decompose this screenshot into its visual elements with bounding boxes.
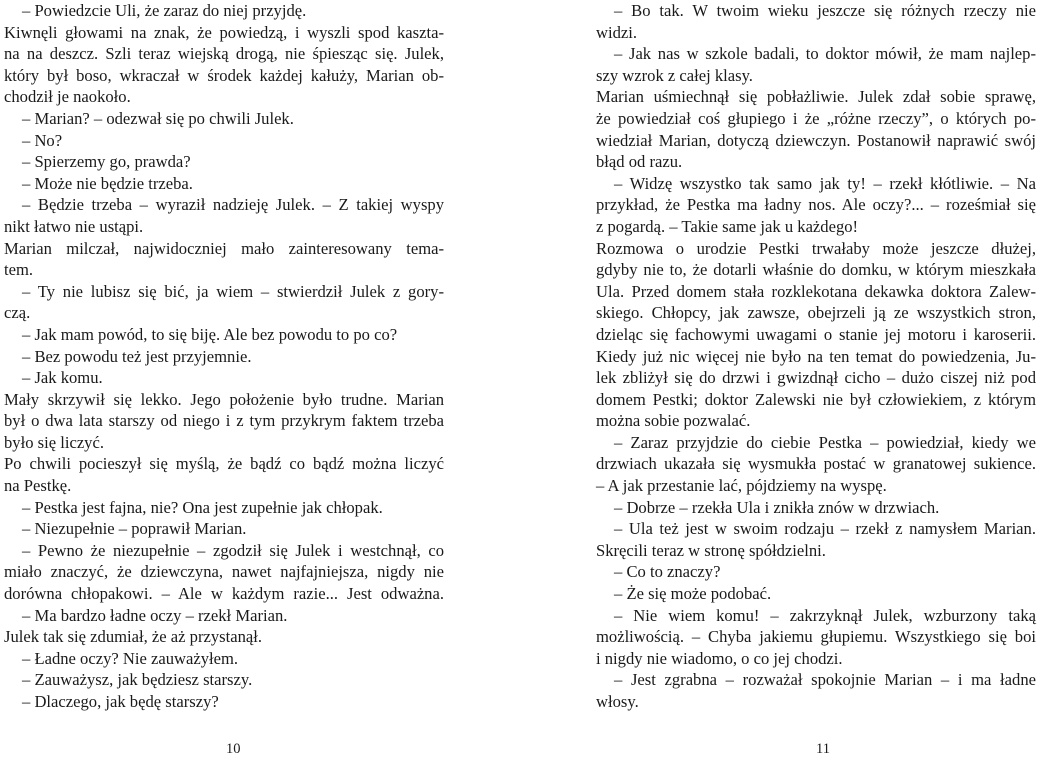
text-line: – Będzie trzeba – wyraził nadzieję Julek. – Z takiej wyspy	[22, 195, 444, 215]
text-line: chodził je naokoło.	[4, 87, 131, 107]
text-line: – No?	[22, 130, 63, 150]
text-line: Marian uśmiechnął się pobłażliwie. Julek zdał sobie sprawę,	[596, 87, 1036, 107]
text-line: było się liczyć.	[4, 432, 104, 452]
text-line: – Nie wiem komu! – zakrzyknął Julek, wzburzony taką	[614, 605, 1036, 625]
text-line: dzieląc się fachowymi uwagami o stanie jej motoru i karoserii.	[596, 324, 1036, 344]
page-number-left: 10	[226, 741, 241, 757]
text-line: Mały skrzywił się lekko. Jego położenie było trudne. Marian	[4, 389, 444, 409]
text-line: – Ładne oczy? Nie zauważyłem.	[22, 648, 239, 668]
text-line: – Co to znaczy?	[614, 562, 721, 582]
text-line: – Bez powodu też jest przyjemnie.	[22, 346, 252, 366]
text-line: – Ty nie lubisz się bić, ja wiem – stwierdził Julek z gory-	[22, 281, 444, 301]
text-line: – Jak mam powód, to się biję. Ale bez powodu to po co?	[22, 324, 398, 344]
text-line: – Marian? – odezwał się po chwili Julek.	[22, 108, 294, 128]
text-line: i nigdy nie wiadomo, o co jej chodzi.	[596, 648, 843, 668]
text-line: – Ula też jest w swoim rodzaju – rzekł z namysłem Marian.	[614, 519, 1036, 539]
text-line: gdyby nie to, że dotarli właśnie do domku, w którym mieszkała	[596, 260, 1036, 280]
text-line: – Dlaczego, jak będę starszy?	[22, 692, 219, 711]
text-line: Skręcili teraz w stronę spółdzielni.	[596, 540, 826, 560]
text-line: miało znaczyć, że dziewczyna, nawet najfajniejsza, nigdy nie	[4, 562, 444, 582]
text-line: można sobie pozwalać.	[596, 411, 751, 431]
text-line: widzi.	[596, 22, 638, 42]
text-line: możliwością. – Chyba jakiemu głupiemu. Wszystkiego się boi	[596, 627, 1036, 647]
right-page	[596, 0, 1036, 760]
text-line: wiedział Marian, dotyczą dziewczyn. Postanowił naprawić swój	[596, 130, 1036, 150]
text-line: – Spierzemy go, prawda?	[22, 152, 191, 172]
page-number-right: 11	[816, 741, 830, 757]
text-line: Ula. Przed domem stała rozklekotana dekawka doktora Zalew-	[596, 281, 1036, 301]
text-line: – Jak nas w szkole badali, to doktor mówił, że mam najlep-	[614, 44, 1036, 64]
text-line: – A jak przestanie lać, pójdziemy na wyspę.	[596, 476, 887, 496]
text-line: – Ma bardzo ładne oczy – rzekł Marian.	[22, 605, 288, 625]
text-line: przykład, że Pestka ma ładny nos. Ale oczy?... – roześmiał się	[596, 195, 1036, 215]
text-line: lek zbliżył się do drzwi i gwizdnął cicho – dużo ciszej niż pod	[596, 368, 1036, 388]
text-line: który był boso, wkraczał w środek każdej kałuży, Marian ob-	[4, 65, 444, 85]
text-line: szy wzrok z całej klasy.	[596, 65, 753, 85]
text-line: był o dwa lata starszy od niego i z tym przykrym faktem trzeba	[4, 411, 444, 431]
text-line: – Może nie będzie trzeba.	[22, 173, 193, 193]
text-line: – Jest zgrabna – rozważał spokojnie Marian – i ma ładne	[614, 670, 1036, 690]
text-line: – Pestka jest fajna, nie? Ona jest zupełnie jak chłopak.	[22, 497, 383, 517]
text-line: nikt łatwo nie ustąpi.	[4, 216, 144, 236]
text-line: włosy.	[596, 692, 639, 711]
right-page-text	[596, 0, 1036, 713]
text-line: – Że się może podobać.	[614, 584, 772, 604]
text-line: Po chwili pocieszył się myślą, że bądź co bądź można liczyć	[4, 454, 444, 474]
text-line: tem.	[4, 260, 34, 280]
text-line: – Bo tak. W twoim wieku jeszcze się różnych rzeczy nie	[614, 1, 1036, 20]
left-page	[4, 0, 444, 760]
text-line: błąd od razu.	[596, 152, 683, 172]
text-line: Julek tak się zdumiał, że aż przystanął.	[4, 627, 263, 647]
text-line: – Zauważysz, jak będziesz starszy.	[22, 670, 253, 690]
text-line: dorówna chłopakowi. – Ale w każdym razie... Jest odważna.	[4, 584, 444, 604]
left-page-text	[4, 0, 444, 713]
text-line: – Powiedzcie Uli, że zaraz do niej przyjdę.	[22, 1, 307, 20]
text-line: Marian milczał, najwidoczniej mało zainteresowany tema-	[4, 238, 444, 258]
text-line: – Pewno że niezupełnie – zgodził się Julek i westchnął, co	[22, 540, 444, 560]
text-line: drzwiach ukazała się wysmukła postać w granatowej sukience.	[596, 454, 1036, 474]
text-line: Kiedy już nic więcej nie było na ten temat do powiedzenia, Ju-	[596, 346, 1036, 366]
text-line: – Dobrze – rzekła Ula i znikła znów w drzwiach.	[614, 497, 940, 517]
text-line: – Widzę wszystko tak samo jak ty! – rzekł kłótliwie. – Na	[614, 173, 1036, 193]
text-line: że powiedział coś głupiego i że „różne rzeczy”, o których po-	[596, 108, 1036, 128]
text-line: – Niezupełnie – poprawił Marian.	[22, 519, 247, 539]
text-line: z pogardą. – Takie same jak u każdego!	[596, 216, 859, 236]
text-line: skiego. Chłopcy, jak zawsze, obejrzeli ją ze wszystkich stron,	[596, 303, 1036, 323]
text-line: na na deszcz. Szli teraz wiejską drogą, nie śpiesząc się. Julek,	[4, 44, 444, 64]
text-line: Kiwnęli głowami na znak, że powiedzą, i wyszli spod kaszta-	[4, 22, 444, 42]
text-line: na Pestkę.	[4, 476, 72, 496]
text-line: – Jak komu.	[22, 368, 103, 388]
text-line: Rozmowa o urodzie Pestki trwałaby może jeszcze dłużej,	[596, 238, 1036, 258]
text-line: – Zaraz przyjdzie do ciebie Pestka – powiedział, kiedy we	[614, 432, 1036, 452]
text-line: domem Pestki; doktor Zalewski nie był człowiekiem, z którym	[596, 389, 1036, 409]
text-line: czą.	[4, 303, 31, 323]
